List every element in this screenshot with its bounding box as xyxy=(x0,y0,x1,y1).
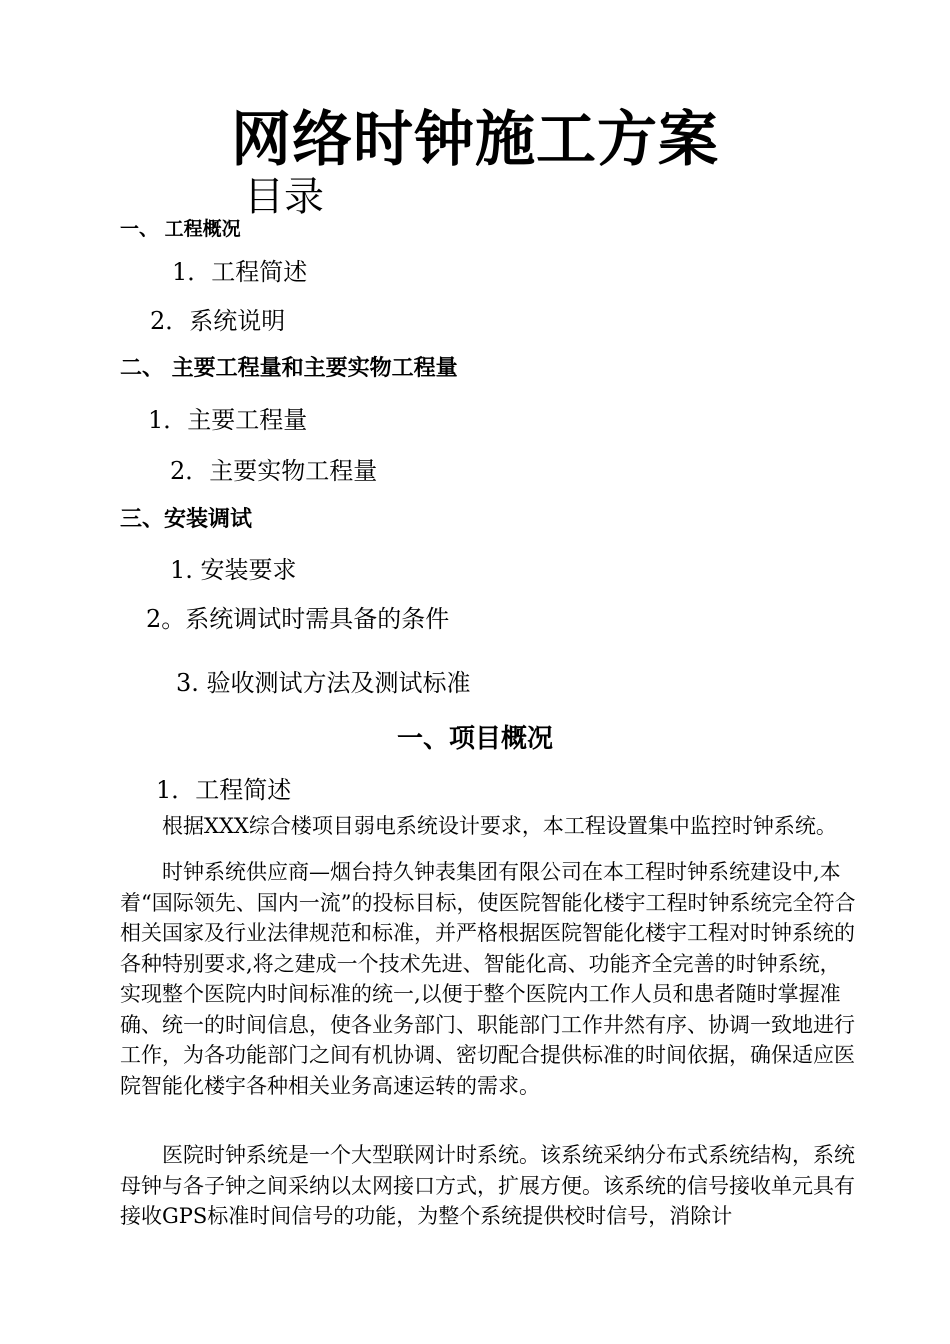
paragraph: 根据XXX综合楼项目弱电系统设计要求，本工程设置集中监控时钟系统。 xyxy=(162,814,837,838)
toc-item: 2．主要实物工程量 xyxy=(170,457,378,485)
toc-item: 2．系统说明 xyxy=(150,307,286,335)
document-title: 网络时钟施工方案 xyxy=(231,105,719,175)
toc-item: 三、安装调试 xyxy=(120,506,253,532)
section-heading: 一、项目概况 xyxy=(396,724,553,754)
toc-item: 1．工程简述 xyxy=(172,258,308,286)
paragraph: 医院时钟系统是一个大型联网计时系统。该系统采纳分布式系统结构，系统母钟与各子钟之间采纳以太网接口方式，扩展方便。该系统的信号接收单元具有接收GPS标准时间信号的功能，为整个系统提供校时信号，消除计 xyxy=(120,1143,855,1228)
paragraph: 时钟系统供应商—烟台持久钟表集团有限公司在本工程时钟系统建设中,本着“国际领先、国内一流”的投标目标，使医院智能化楼宇工程时钟系统完全符合相关国家及行业法律规范和标准，并严格根据医院智能化楼宇工程对时钟系统的各种特别要求,将之建成一个技术先进、智能化高、功能齐全完善的时钟系统，实现整个医院内时间标准的统一,以便于整个医院内工作人员和患者随时掌握准确、统一的时间信息，使各业务部门、职能部门工作井然有序、协调一致地进行工作，为各功能部门之间有机协调、密切配合提供标准的时间依据，确保适应医院智能化楼宇各种相关业务高速运转的需求。 xyxy=(120,860,856,1098)
toc-item: 1．主要工程量 xyxy=(148,406,308,434)
toc-item: 3. 验收测试方法及测试标准 xyxy=(176,669,471,697)
toc-item: 1. 安装要求 xyxy=(170,556,297,584)
section-subheading: 1．工程简述 xyxy=(156,776,292,804)
toc-item: 二、 主要工程量和主要实物工程量 xyxy=(120,355,458,381)
body-text xyxy=(120,1140,860,1232)
body-text xyxy=(120,857,860,1101)
body-text xyxy=(120,811,860,842)
toc-item: 一、 工程概况 xyxy=(120,218,241,240)
toc-item: 2。系统调试时需具备的条件 xyxy=(146,605,450,633)
toc-heading: 目录 xyxy=(244,174,324,220)
